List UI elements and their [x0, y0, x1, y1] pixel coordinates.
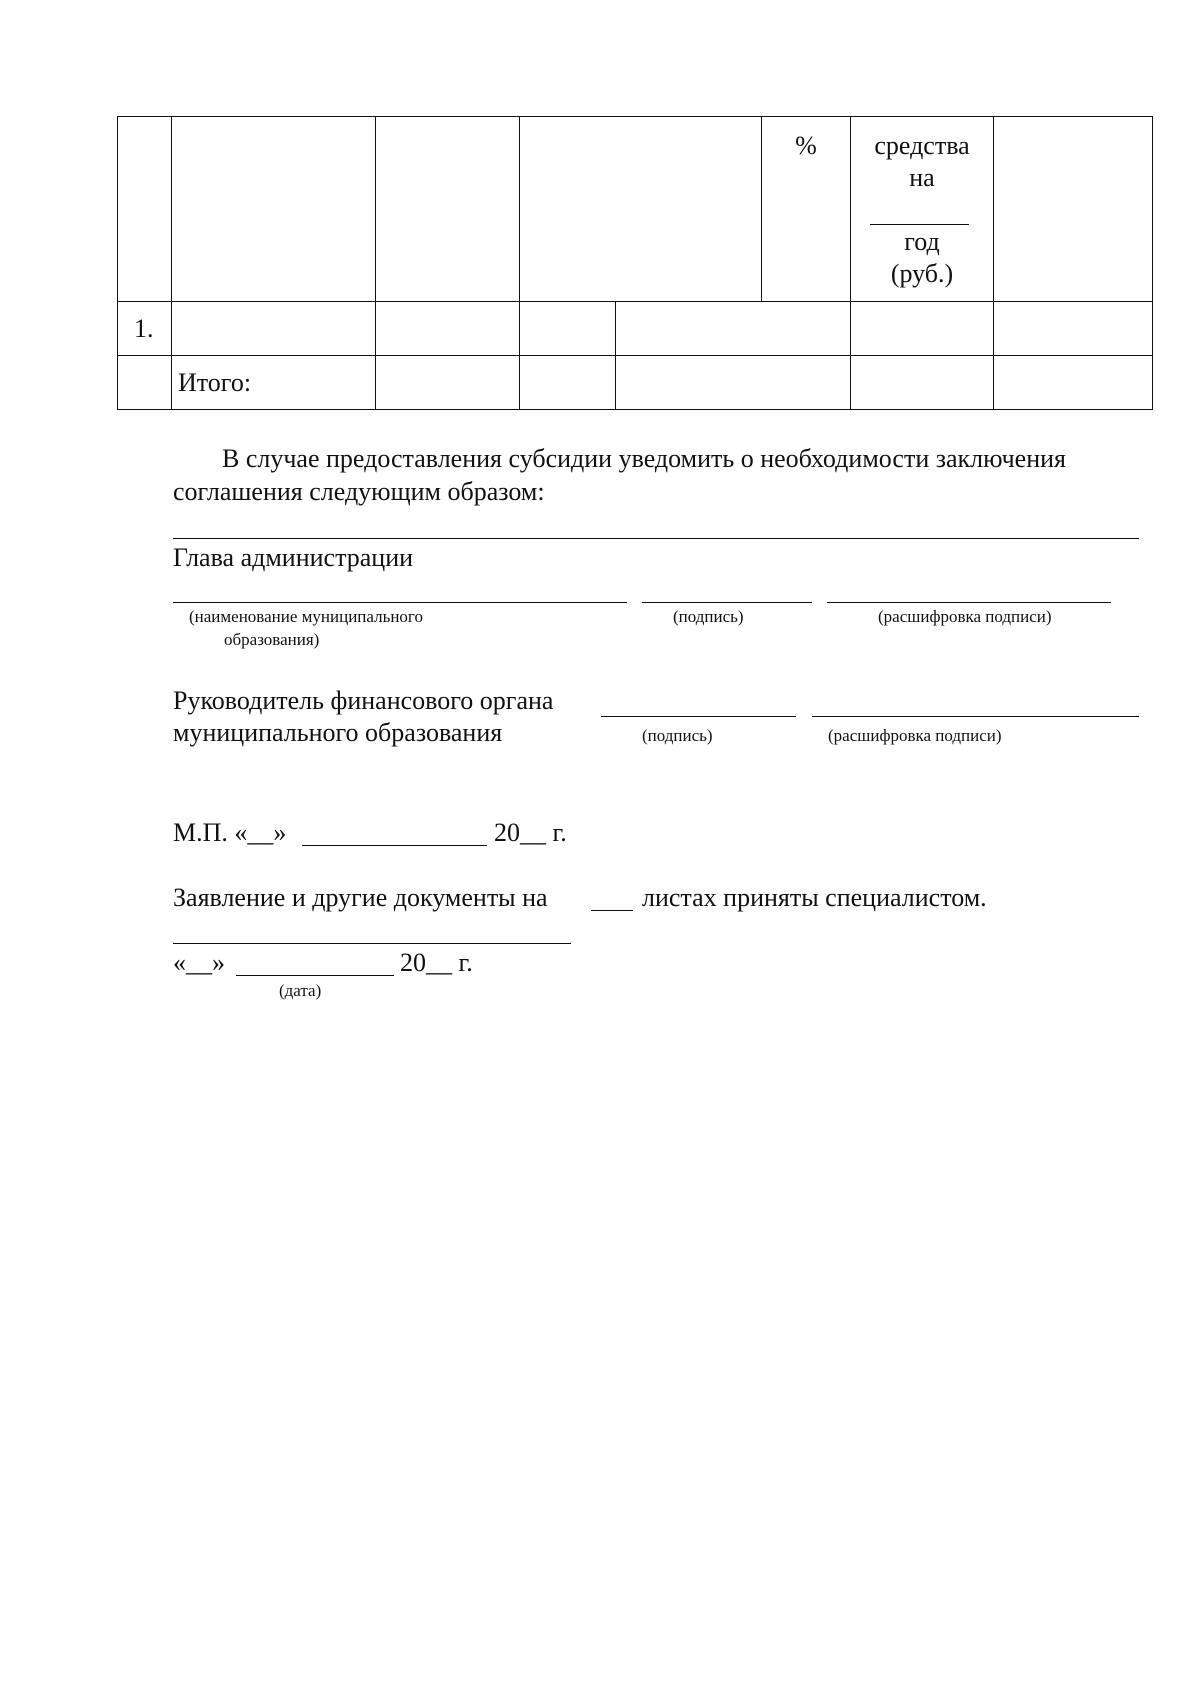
header-funds-line2: на [909, 163, 935, 192]
header-percent: % [795, 131, 817, 160]
table-col-divider [375, 116, 376, 410]
acceptance-part-2: листах приняты специалистом. [642, 883, 987, 912]
subsidy-table [0, 0, 1200, 420]
finance-head-line-1: Руководитель финансового органа [173, 686, 554, 715]
caption-finance-decoding: (расшифровка подписи) [828, 726, 1002, 745]
table-col-divider-body [615, 301, 616, 410]
specialist-name-line [173, 943, 571, 944]
head-admin-decoding-line [827, 602, 1111, 603]
row-number: 1. [134, 314, 154, 343]
table-border-bottom [117, 409, 1153, 410]
header-funds-line4: (руб.) [890, 259, 954, 288]
table-row-divider [117, 355, 1153, 356]
specialist-date-year: 20__ г. [400, 948, 473, 977]
head-admin-title: Глава администрации [173, 543, 414, 572]
finance-head-line-2: муниципального образования [173, 718, 503, 747]
finance-head-decoding-line [812, 716, 1139, 717]
stamp-date-prefix: М.П. «__» [173, 818, 287, 847]
sheets-count-line [591, 910, 633, 911]
caption-finance-signature: (подпись) [642, 726, 713, 745]
notice-blank-line [173, 538, 1139, 539]
header-funds-line1: средства [874, 131, 970, 160]
stamp-date-year: 20__ г. [494, 818, 567, 847]
table-row-divider [117, 301, 1153, 302]
notice-line-1: В случае предоставления субсидии уведомить о необходимости заключения [222, 444, 1066, 473]
header-year-blank [870, 224, 969, 225]
municipality-name-line [173, 602, 627, 603]
specialist-date-prefix: «__» [173, 948, 225, 977]
caption-municipality-name-2: образования) [224, 630, 320, 649]
caption-municipality-name-1: (наименование муниципального [189, 607, 423, 626]
header-funds-line3: год [904, 227, 940, 256]
table-border-left [117, 116, 118, 410]
specialist-month-line [236, 975, 394, 976]
table-border-right [1152, 116, 1153, 410]
table-col-divider [993, 116, 994, 410]
table-border-top [117, 116, 1153, 117]
notice-line-2: соглашения следующим образом: [173, 477, 545, 506]
row-total-label: Итого: [178, 368, 252, 397]
stamp-month-line [302, 845, 487, 846]
head-admin-signature-line [642, 602, 812, 603]
caption-head-decoding: (расшифровка подписи) [878, 607, 1052, 626]
finance-head-signature-line [601, 716, 796, 717]
table-col-divider [519, 116, 520, 410]
caption-date: (дата) [279, 981, 322, 1000]
caption-head-signature: (подпись) [673, 607, 744, 626]
table-col-divider [171, 116, 172, 410]
acceptance-part-1: Заявление и другие документы на [173, 883, 548, 912]
